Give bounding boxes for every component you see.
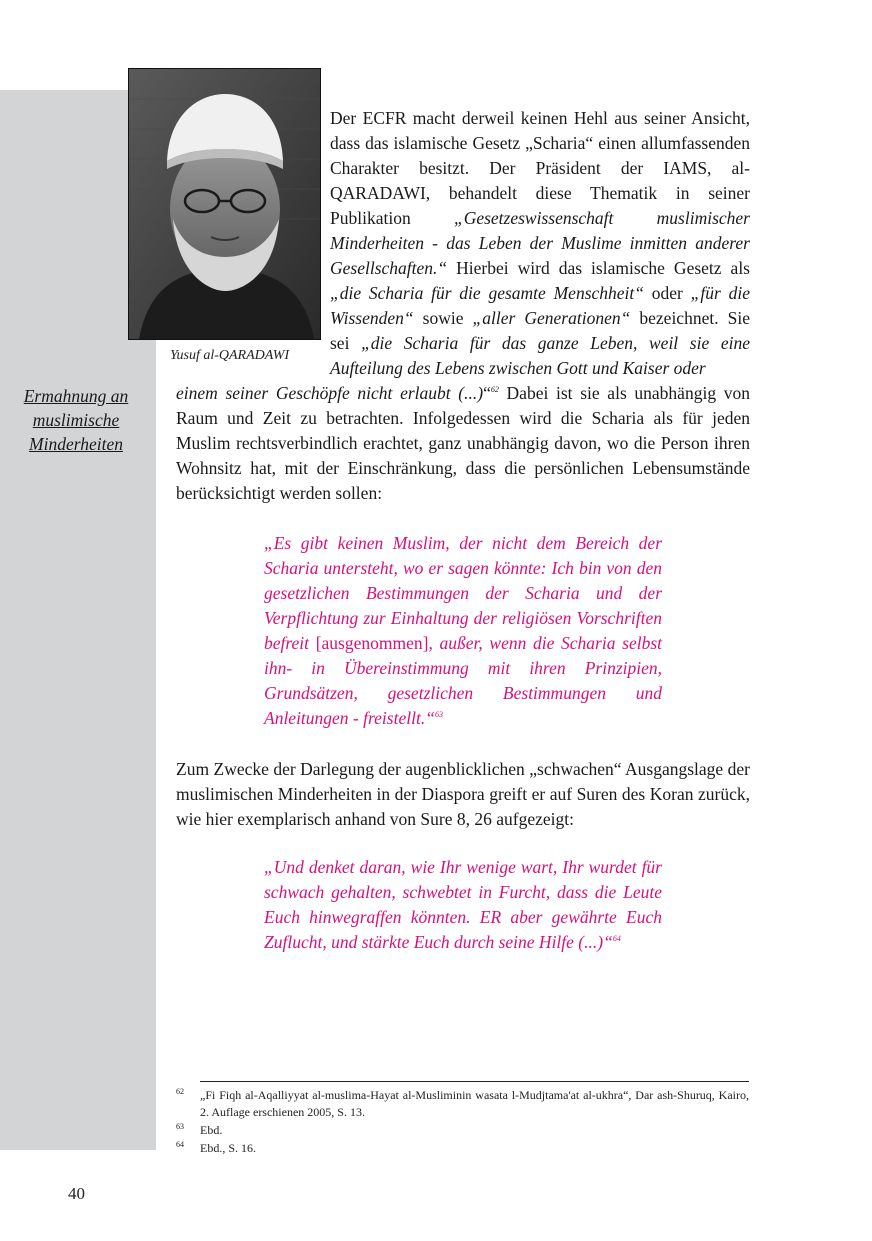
photo-caption: Yusuf al-QARADAWI xyxy=(170,348,290,363)
footnote-ref: 64 xyxy=(612,934,621,944)
footnote-64: 64 Ebd., S. 16. xyxy=(176,1140,257,1155)
footnote-number: 63 xyxy=(176,1122,184,1131)
footnote-63: 63 Ebd. xyxy=(176,1122,223,1137)
footnote-number: 64 xyxy=(176,1140,184,1149)
margin-note xyxy=(8,384,144,456)
margin-note-line: muslimische xyxy=(32,410,120,430)
margin-note-line: Ermahnung an xyxy=(23,386,129,406)
block-quote-1: „Es gibt keinen Muslim, der nicht dem Bereich der Scharia untersteht, wo er sagen könnte: Ich bin von den gesetzlichen Bestimmungen der Scharia und der Verpflichtung zur Einhaltung der religiösen Vorschriften befreit [ausgenommen], außer, wenn die Scharia selbst ihn- in Übereinstimmung mit ihren Prinzipien, Grundsätzen, gesetzlichen Bestimmungen und Anleitungen - freistellt.“$^{63}$ xyxy=(264,533,662,728)
body-paragraph-1: Der ECFR macht derweil keinen Hehl aus seiner Ansicht, dass das islamische Gesetz „Scharia“ einen allumfassenden Charakter besitzt. Der Präsident der IAMS, al-QARADAWI, behandelt diese Thematik in seiner Publikation „Gesetzeswissenschaft muslimischer Minderheiten - das Leben der Muslime inmitten anderer Gesellschaften.“ Hierbei wird das islamische Gesetz als „die Scharia für die gesamte Menschheit“ oder „für die Wissenden“ sowie „aller Generationen“ bezeichnet. Sie sei „die Scharia für das ganze Leben, weil sie eine Aufteilung des Lebens zwischen Gott und Kaiser oder xyxy=(330,108,750,378)
margin-note-line: Minderheiten xyxy=(29,434,123,454)
body-paragraph-2: einem seiner Geschöpfe nicht erlaubt (...)“$^{62}$ Dabei ist sie als unabhängig von Raum und Zeit zu betrachten. Infolgedessen wird die Scharia als für jeden Muslim rechtsverbindlich erachtet, ganz unabhängig davon, wo die Person ihren Wohnsitz hat, mit der Einschränkung, dass die persönlichen Lebensumstände berücksichtigt werden sollen: xyxy=(176,383,750,503)
body-paragraph-3: Zum Zwecke der Darlegung der augenblicklichen „schwachen“ Ausgangslage der muslimischen Minderheiten in der Diaspora greift er auf Suren des Koran zurück, wie hier exemplarisch anhand von Sure 8, 26 aufgezeigt: xyxy=(176,759,750,829)
footnote-ref: 63 xyxy=(434,710,443,720)
block-quote-2: „Und denket daran, wie Ihr wenige wart, Ihr wurdet für schwach gehalten, schwebtet in Furcht, dass die Leute Euch hinwegraffen könnten. ER aber gewährte Euch Zuflucht, und stärkte Euch durch seine Hilfe (...)“$^{64}$ xyxy=(264,857,662,952)
portrait-photo xyxy=(128,68,321,340)
footnote-divider xyxy=(200,1081,749,1082)
footnote-ref: 62 xyxy=(490,385,499,395)
footnote-number: 62 xyxy=(176,1087,184,1096)
footnote-62: 62 „Fi Fiqh al-Aqalliyyat al-muslima-Hayat al-Musliminin wasata l-Mudjtama'at al-ukhra“, Dar ash-Shuruq, Kairo, 2. Auflage erschienen 2005, S. 13. xyxy=(176,1087,749,1119)
portrait-illustration xyxy=(129,69,320,339)
page-number: 40 xyxy=(68,1184,85,1203)
